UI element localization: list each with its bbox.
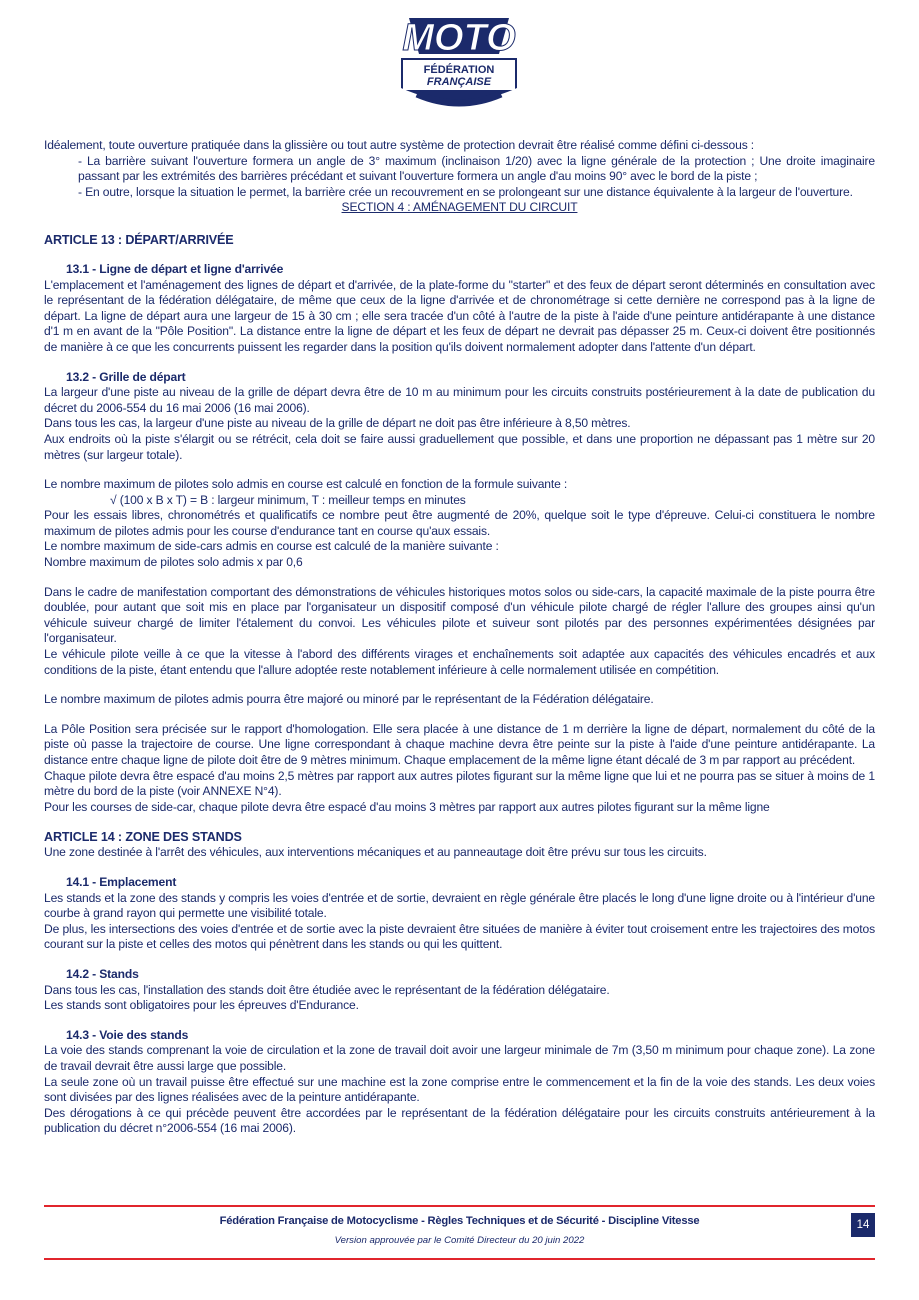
ffm-logo <box>395 14 523 110</box>
article-14-title: ARTICLE 14 : ZONE DES STANDS <box>44 830 242 845</box>
intro-item: - En outre, lorsque la situation le permet, la barrière crée un recouvrement en se prolongeant sur une distance équivalente à la largeur de l'ouverture. <box>78 184 853 199</box>
subsection-14-1-title: 14.1 - Emplacement <box>66 874 177 889</box>
footer-rule-top <box>44 1205 875 1207</box>
logo-line1: FÉDÉRATION <box>423 64 495 76</box>
document-body <box>44 138 875 1137</box>
paragraph: Les stands et la zone des stands y compris les voies d'entrée et de sortie, devraient en règle générale être placés le long d'une ligne droite ou à l'intérieur d'une courbe à grand rayon qui permette une visibilité totale. <box>44 890 875 921</box>
paragraph: De plus, les intersections des voies d'entrée et de sortie avec la piste devraient être situées de manière à éviter tout croisement entre les trajectoires des motos courant sur la piste et celles des motos qui pénètrent dans les stands ou qui les quittent. <box>44 921 875 952</box>
footer-subtitle: Version approuvée par le Comité Directeur du 20 juin 2022 <box>334 1235 585 1246</box>
paragraph: La seule zone où un travail puisse être effectué sur une machine est la zone comprise entre le commencement et la fin de la voie des stands. Les deux voies sont divisées par des lignes réalisées avec de la peinture antidérapante. <box>44 1074 875 1105</box>
footer-title: Fédération Française de Motocyclisme - Règles Techniques et de Sécurité - Discipline Vitesse <box>219 1215 700 1227</box>
page-number: 14 <box>851 1213 875 1237</box>
formula: √ (100 x B x T) = B : largeur minimum, T : meilleur temps en minutes <box>110 492 466 507</box>
paragraph: La Pôle Position sera précisée sur le rapport d'homologation. Elle sera placée à une distance de 1 m derrière la ligne de départ, normalement du côté de la piste où passe la trajectoire de course. Une ligne correspondant à chaque machine devra être peinte sur la piste à l'aide d'une peinture antidérapante. La distance entre chaque ligne de pilote doit être de 9 mètres minimum. Chaque emplacement de la même ligne étant décalé de 3 m par rapport au précédent. <box>44 721 875 767</box>
logo-line2: FRANÇAISE <box>426 76 492 88</box>
paragraph: Chaque pilote devra être espacé d'au moins 2,5 mètres par rapport aux autres pilotes figurant sur la même ligne que lui et ne pourra pas se situer à moins de 1 mètre du bord de la piste (voir ANNEXE N°4). <box>44 768 875 799</box>
subsection-14-2-title: 14.2 - Stands <box>66 966 139 981</box>
paragraph: Pour les essais libres, chronométrés et qualificatifs ce nombre peut être augmenté de 20%, quelque soit le type d'épreuve. Celui-ci constituera le nombre maximum de pilotes admis pour les course d'endurance tant en course qu'aux essais. <box>44 508 875 538</box>
section-title: SECTION 4 : AMÉNAGEMENT DU CIRCUIT <box>341 200 578 215</box>
paragraph: L'emplacement et l'aménagement des lignes de départ et d'arrivée, de la plate-forme du "starter" et des feux de départ seront déterminés en consultation avec le représentant de la fédération délégataire, de même que ceux de la ligne d'arrivée et de chronométrage si cette dernière ne correspond pas à la ligne de départ. La ligne de départ aura une largeur de 15 à 30 cm ; elle sera tracée d'un côté à l'autre de la piste à l'aide d'une peinture antidérapante à une distance d'1 m en avant de la "Pôle Position". La distance entre la ligne de départ et les feux de départ ne devrait pas dépasser 25 m. Ceux-ci doivent être positionnés de manière à ce que les concurrents puissent les regarder dans la position qu'ils doivent normalement adopter dans l'attente d'un départ. <box>44 277 875 354</box>
paragraph: Une zone destinée à l'arrêt des véhicules, aux interventions mécaniques et au panneautage doit être prévu sur tous les circuits. <box>44 845 707 860</box>
paragraph: Le véhicule pilote veille à ce que la vitesse à l'abord des différents virages et enchaînements soit adaptée aux capacités des véhicules encadrés et aux conditions de la piste, étant entendu que l'allure adoptée reste notablement inférieure à celle normalement utilisée en compétition. <box>44 647 875 677</box>
subsection-13-2-title: 13.2 - Grille de départ <box>66 369 186 384</box>
paragraph: La largeur d'une piste au niveau de la grille de départ devra être de 10 m au minimum pour les circuits construits postérieurement à la date de publication du décret du 2006-554 du 16 mai 2006 (16 mai 2006). <box>44 385 875 415</box>
paragraph: Dans tous les cas, l'installation des stands doit être étudiée avec le représentant de la fédération délégataire. <box>44 982 610 997</box>
intro-item: - La barrière suivant l'ouverture formera un angle de 3° maximum (inclinaison 1/20) avec la ligne générale de la protection ; Une droite imaginaire passant par les extrémités des barrières précédant et suivant l'ouverture formera un angle d'au moins 90° avec le bord de la piste ; <box>78 153 875 184</box>
paragraph: La voie des stands comprenant la voie de circulation et la zone de travail doit avoir une largeur minimale de 7m (3,50 m minimum pour chaque zone). La zone de travail devrait être aussi large que possible. <box>44 1043 875 1073</box>
intro-paragraph: Idéalement, toute ouverture pratiquée dans la glissière ou tout autre système de protection devrait être réalisé comme défini ci-dessous : <box>44 138 755 152</box>
article-13-title: ARTICLE 13 : DÉPART/ARRIVÉE <box>44 232 234 247</box>
footer-rule-bottom <box>44 1258 875 1260</box>
paragraph: Dans tous les cas, la largeur d'une piste au niveau de la grille de départ ne doit pas être inférieure à 8,50 mètres. <box>44 416 631 431</box>
paragraph: Dans le cadre de manifestation comportant des démonstrations de véhicules historiques motos solos ou side-cars, la capacité maximale de la piste pourra être doublée, pour autant que soit mis en place par l'organisateur un dispositif composé d'un véhicule pilote chargé de régler l'allure des groupes ainsi qu'un véhicule suiveur chargé de limiter l'étalement du convoi. Les véhicules pilote et suiveur sont pilotés par des personnes expérimentées désignées par l'organisateur. <box>44 584 875 646</box>
paragraph: Aux endroits où la piste s'élargit ou se rétrécit, cela doit se faire aussi graduellement que possible, et dans une proportion ne dépassant pas 1 mètre sur 20 mètres (sur largeur totale). <box>44 431 875 462</box>
paragraph: Le nombre maximum de pilotes solo admis en course est calculé en fonction de la formule suivante : <box>44 477 568 492</box>
subsection-13-1-title: 13.1 - Ligne de départ et ligne d'arrivée <box>66 261 284 276</box>
paragraph: Nombre maximum de pilotes solo admis x par 0,6 <box>44 555 303 570</box>
paragraph: Les stands sont obligatoires pour les épreuves d'Endurance. <box>44 998 359 1013</box>
paragraph: Le nombre maximum de pilotes admis pourra être majoré ou minoré par le représentant de la Fédération délégataire. <box>44 692 654 707</box>
paragraph: Le nombre maximum de side-cars admis en course est calculé de la manière suivante : <box>44 539 499 554</box>
paragraph: Pour les courses de side-car, chaque pilote devra être espacé d'au moins 3 mètres par rapport aux autres pilotes figurant sur la même ligne <box>44 799 770 814</box>
paragraph: Des dérogations à ce qui précède peuvent être accordées par le représentant de la fédération délégataire pour les circuits construits antérieurement à la publication du décret n°2006-554 (16 mai 2006). <box>44 1105 875 1136</box>
logo-word: MOTO <box>402 17 516 59</box>
subsection-14-3-title: 14.3 - Voie des stands <box>66 1027 189 1042</box>
